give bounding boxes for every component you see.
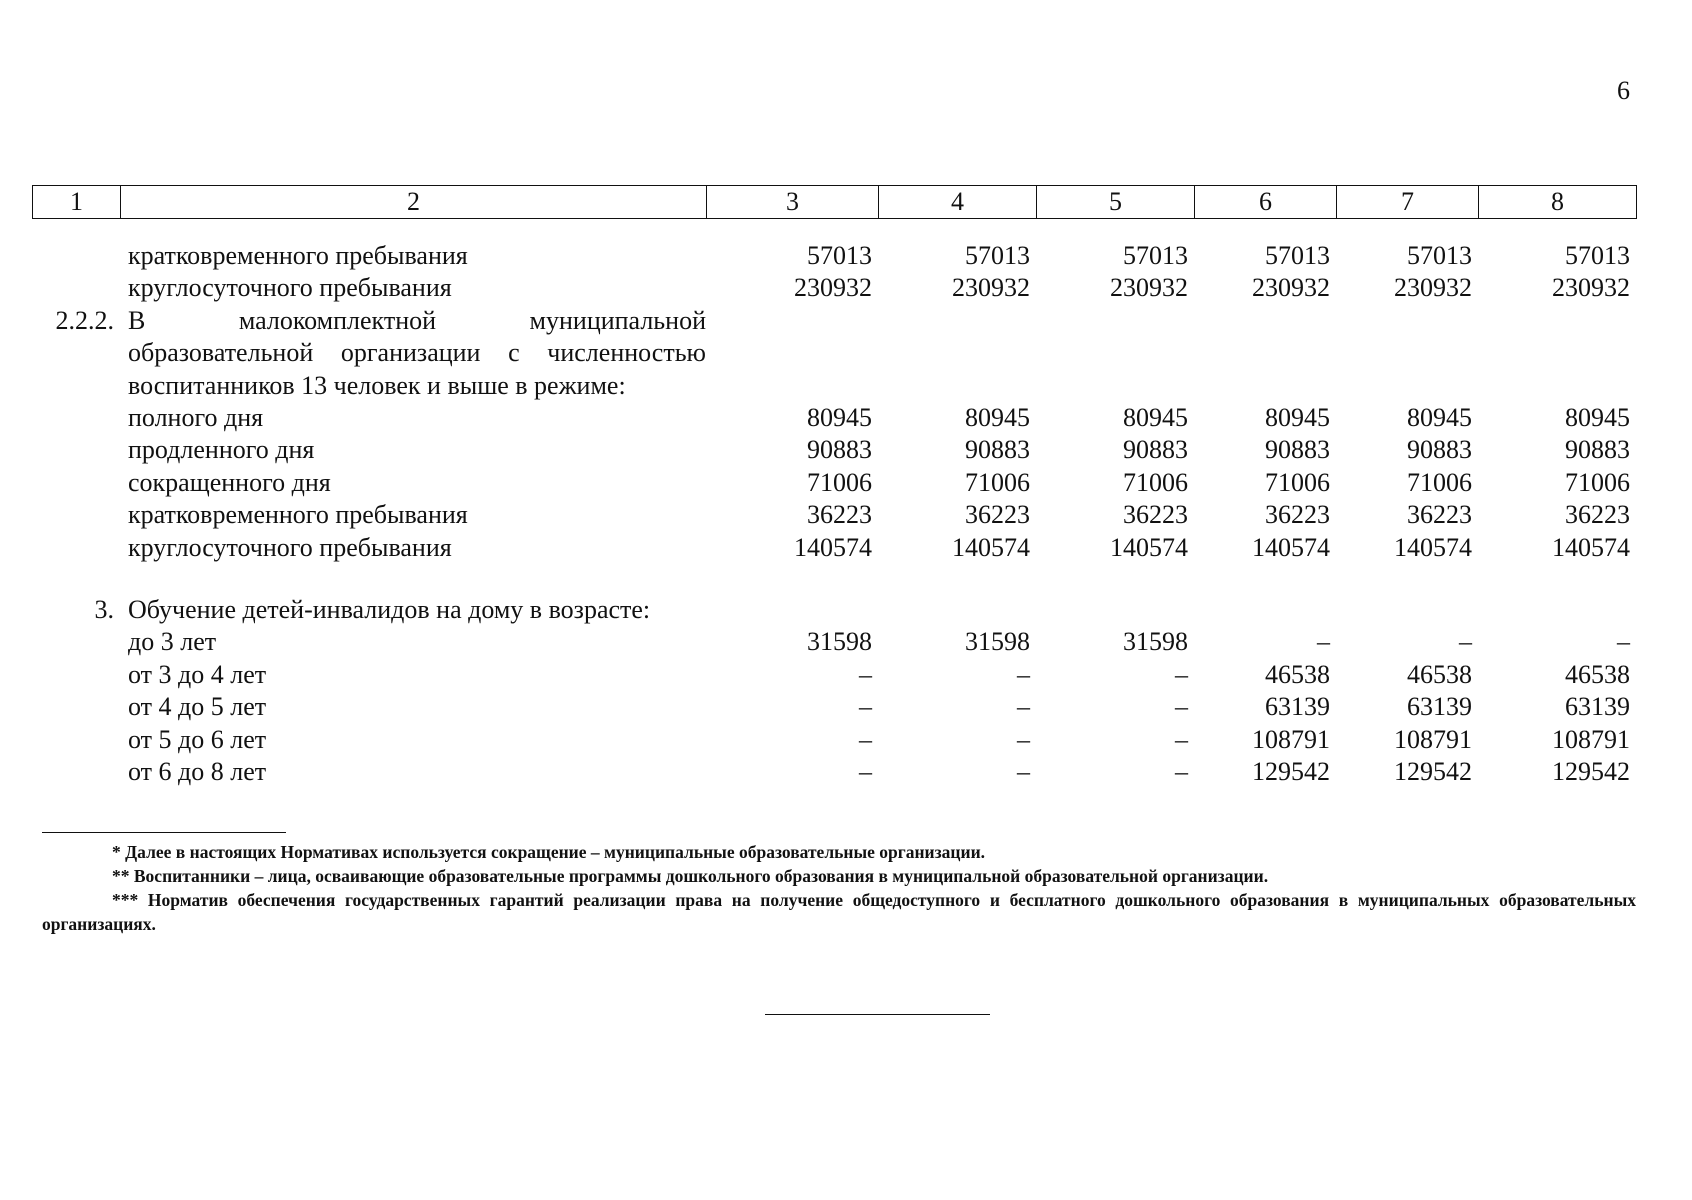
value-cell: 31598 [807, 627, 872, 657]
value-cell: 80945 [807, 403, 872, 433]
row-index: 2.2.2. [55, 305, 114, 335]
footnote: *** Норматив обеспечения государственных гарантий реализации права на получение общедоступного и бесплатного дошкольного образования в муниципальных образовательных организациях. [42, 890, 1636, 934]
value-cell: 129542 [1394, 757, 1472, 787]
value-cell [1036, 370, 1194, 402]
value-cell [1194, 594, 1336, 626]
row-description: от 5 до 6 лет [128, 724, 267, 754]
value-cell: 90883 [1407, 435, 1472, 465]
value-cell: 71006 [1407, 467, 1472, 497]
value-cell: 36223 [965, 500, 1030, 530]
row-description: Обучение детей-инвалидов на дому в возрасте: [128, 595, 651, 625]
value-cell: 80945 [1407, 403, 1472, 433]
row-index [32, 467, 120, 499]
value-cell [1336, 594, 1478, 626]
row-description: образовательной организации с численностью [128, 338, 706, 368]
value-cell: 108791 [1394, 724, 1472, 754]
value-cell [1336, 305, 1478, 337]
table-row [32, 499, 1636, 531]
value-cell: 36223 [1123, 500, 1188, 530]
value-cell [1036, 305, 1194, 337]
column-number: 4 [879, 186, 1037, 219]
value-cell [1336, 337, 1478, 369]
table-row [32, 337, 1636, 369]
value-cell: 90883 [807, 435, 872, 465]
value-cell: 108791 [1552, 724, 1630, 754]
row-index [32, 370, 120, 402]
value-cell: 90883 [1565, 435, 1630, 465]
value-cell: – [1017, 692, 1030, 722]
value-cell [1036, 337, 1194, 369]
column-number: 5 [1037, 186, 1195, 219]
value-cell: 71006 [807, 467, 872, 497]
value-cell [1478, 594, 1636, 626]
value-cell: 71006 [965, 467, 1030, 497]
value-cell: – [1175, 692, 1188, 722]
value-cell: 230932 [794, 273, 872, 303]
row-index [32, 691, 120, 723]
value-cell: 129542 [1252, 757, 1330, 787]
value-cell [878, 594, 1036, 626]
table-row [32, 659, 1636, 691]
value-cell: – [1175, 659, 1188, 689]
row-index [32, 434, 120, 466]
row-index [32, 724, 120, 756]
value-cell: 31598 [965, 627, 1030, 657]
value-cell: – [859, 692, 872, 722]
value-cell [706, 337, 878, 369]
value-cell: 140574 [1394, 532, 1472, 562]
row-description: круглосуточного пребывания [128, 532, 452, 562]
value-cell: 140574 [1110, 532, 1188, 562]
value-cell: 63139 [1565, 692, 1630, 722]
footnote-separator [42, 832, 286, 833]
value-cell [878, 305, 1036, 337]
row-description: от 3 до 4 лет [128, 659, 267, 689]
value-cell: 46538 [1407, 659, 1472, 689]
value-cell [1036, 594, 1194, 626]
row-index [32, 272, 120, 304]
value-cell: – [1017, 659, 1030, 689]
table-row [32, 467, 1636, 499]
value-cell: 140574 [952, 532, 1030, 562]
table-row [32, 691, 1636, 723]
row-index [32, 240, 120, 272]
value-cell: 71006 [1265, 467, 1330, 497]
column-number: 3 [707, 186, 879, 219]
row-description: полного дня [128, 403, 264, 433]
value-cell: 57013 [965, 241, 1030, 270]
table-row [32, 532, 1636, 564]
row-index [32, 756, 120, 788]
value-cell [1336, 370, 1478, 402]
footnote: * Далее в настоящих Нормативах используется сокращение – муниципальные образовательные организации. [112, 842, 986, 862]
value-cell: 36223 [1565, 500, 1630, 530]
table-row [32, 402, 1636, 434]
value-cell: 46538 [1265, 659, 1330, 689]
footnote: ** Воспитанники – лица, осваивающие образовательные программы дошкольного образования в муниципальной образовательной организации. [112, 866, 1269, 886]
value-cell: – [1175, 757, 1188, 787]
value-cell: 129542 [1552, 757, 1630, 787]
value-cell [1194, 337, 1336, 369]
row-description: сокращенного дня [128, 467, 331, 497]
table-row [32, 305, 1636, 337]
value-cell: 36223 [1265, 500, 1330, 530]
value-cell: – [1317, 627, 1330, 657]
normatives-table [32, 240, 1636, 789]
value-cell: 57013 [1565, 241, 1630, 270]
value-cell: 71006 [1123, 467, 1188, 497]
value-cell: 90883 [1265, 435, 1330, 465]
table-row [32, 626, 1636, 658]
row-index [32, 532, 120, 564]
value-cell [706, 594, 878, 626]
row-description: от 4 до 5 лет [128, 692, 267, 722]
value-cell: – [1617, 627, 1630, 657]
value-cell: 230932 [1552, 273, 1630, 303]
value-cell: 36223 [1407, 500, 1472, 530]
value-cell [706, 305, 878, 337]
value-cell: 57013 [807, 241, 872, 270]
value-cell [1478, 370, 1636, 402]
value-cell: 140574 [1252, 532, 1330, 562]
table-row [32, 370, 1636, 402]
value-cell: 63139 [1265, 692, 1330, 722]
column-number: 1 [33, 186, 121, 219]
table-row [32, 594, 1636, 626]
value-cell: 90883 [965, 435, 1030, 465]
value-cell: 108791 [1252, 724, 1330, 754]
value-cell: – [1017, 724, 1030, 754]
row-description: В малокомплектной муниципальной [128, 305, 706, 335]
row-description: кратковременного пребывания [128, 241, 468, 270]
value-cell: 57013 [1123, 241, 1188, 270]
end-of-document-line [765, 1014, 990, 1015]
spacer-cell [32, 564, 1636, 594]
value-cell: 80945 [1123, 403, 1188, 433]
row-index [32, 659, 120, 691]
value-cell [878, 370, 1036, 402]
value-cell: – [859, 757, 872, 787]
table-row [32, 756, 1636, 788]
value-cell: 57013 [1265, 241, 1330, 270]
value-cell: 57013 [1407, 241, 1472, 270]
column-header-table [32, 185, 1637, 219]
value-cell: 140574 [1552, 532, 1630, 562]
column-number: 2 [121, 186, 707, 219]
value-cell: 36223 [807, 500, 872, 530]
value-cell: 80945 [1265, 403, 1330, 433]
value-cell: 140574 [794, 532, 872, 562]
row-description: воспитанников 13 человек и выше в режиме: [128, 370, 626, 400]
value-cell: 80945 [1565, 403, 1630, 433]
row-index: 3. [94, 595, 114, 625]
row-description: круглосуточного пребывания [128, 273, 452, 303]
value-cell: 90883 [1123, 435, 1188, 465]
row-description: до 3 лет [128, 627, 217, 657]
value-cell: – [859, 659, 872, 689]
table-row [32, 724, 1636, 756]
value-cell: – [859, 724, 872, 754]
column-number: 6 [1195, 186, 1337, 219]
value-cell: 230932 [1110, 273, 1188, 303]
table-row [32, 272, 1636, 304]
row-description: продленного дня [128, 435, 315, 465]
value-cell: – [1175, 724, 1188, 754]
footnotes [42, 840, 1636, 936]
row-index [32, 402, 120, 434]
value-cell: – [1017, 757, 1030, 787]
value-cell [1478, 337, 1636, 369]
value-cell: 230932 [952, 273, 1030, 303]
value-cell: 80945 [965, 403, 1030, 433]
value-cell: 46538 [1565, 659, 1630, 689]
row-description: от 6 до 8 лет [128, 757, 267, 787]
column-number: 7 [1337, 186, 1479, 219]
value-cell [1194, 370, 1336, 402]
page-number: 6 [1617, 76, 1630, 105]
value-cell [1194, 305, 1336, 337]
value-cell: 230932 [1394, 273, 1472, 303]
row-index [32, 337, 120, 369]
row-index [32, 626, 120, 658]
value-cell [706, 370, 878, 402]
value-cell: 31598 [1123, 627, 1188, 657]
value-cell [878, 337, 1036, 369]
value-cell: – [1459, 627, 1472, 657]
table-row [32, 240, 1636, 272]
row-index [32, 499, 120, 531]
value-cell: 71006 [1565, 467, 1630, 497]
table-row [32, 434, 1636, 466]
value-cell [1478, 305, 1636, 337]
column-header-row [33, 186, 1637, 219]
section-spacer [32, 564, 1636, 594]
value-cell: 63139 [1407, 692, 1472, 722]
row-description: кратковременного пребывания [128, 500, 468, 530]
column-number: 8 [1479, 186, 1637, 219]
value-cell: 230932 [1252, 273, 1330, 303]
